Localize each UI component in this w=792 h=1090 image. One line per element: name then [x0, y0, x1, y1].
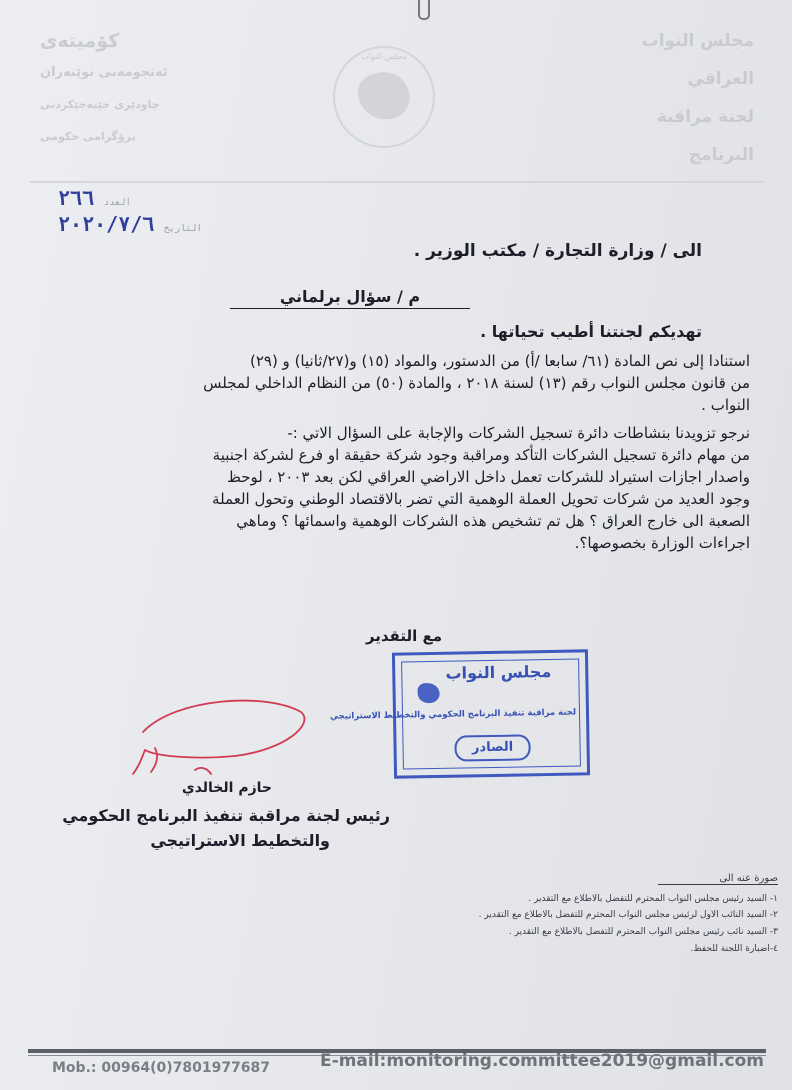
- header-right-line: لجنة مراقبة: [656, 107, 754, 127]
- paragraph-line: الصعبة الى خارج العراق ؟ هل تم تشخيص هذه الشركات الوهمية واسمائها ؟ وماهي: [236, 512, 750, 530]
- paragraph-question: [50, 422, 750, 554]
- header-left-line: کۆمیتەی: [40, 30, 120, 52]
- header-left-line: پرۆگرامی حکومی: [40, 130, 136, 143]
- header-left-block: [40, 25, 240, 153]
- footer-mobile: Mob.: 00964(0)7801977687: [52, 1060, 271, 1076]
- cc-item: ٣- السيد نائب رئيس مجلس النواب المحترم للتفضل بالاطلاع مع التقدير .: [508, 927, 778, 937]
- stamp-title: مجلس النواب: [445, 661, 552, 683]
- signature-scribble-icon: [115, 690, 315, 785]
- header-right-line: العراقي: [687, 69, 754, 89]
- header-right-line: مجلس النواب: [641, 31, 754, 51]
- paragraph-line: وجود العديد من شركات تحويل العملة الوهمية التي تضر بالاقتصاد الوطني وتحول العملة: [212, 490, 750, 508]
- paragraph-line: من قانون مجلس النواب رقم (١٣) لسنة ٢٠١٨ ، والمادة (٥٠) من النظام الداخلي لمجلس: [203, 374, 750, 392]
- paragraph-line: نرجو تزويدنا بنشاطات دائرة تسجيل الشركات والإجابة على السؤال الاتي :-: [287, 424, 750, 442]
- header-left-line: ئەنجومەنی نوێنەران: [40, 65, 168, 80]
- date-label: التاريخ: [163, 224, 202, 234]
- signatory-title-line: والتخطيط الاستراتيجي: [150, 831, 330, 850]
- paragraph-line: من مهام دائرة تسجيل الشركات التأكد ومراقبة وجود شركة حقيقة او فرع لشركة اجنبية: [212, 446, 750, 464]
- document-number: [58, 186, 137, 210]
- cc-item: ٢- السيد النائب الاول لرئيس مجلس النواب المحترم للتفضل بالاطلاع مع التقدير .: [478, 910, 778, 920]
- stamp-emblem-icon: [417, 683, 439, 703]
- signatory-name: حازم الخالدي: [181, 780, 272, 796]
- header-divider: [30, 181, 765, 183]
- signatory-title-line: رئيس لجنة مراقبة تنفيذ البرنامج الحكومي: [62, 806, 390, 825]
- document-date: [58, 212, 208, 236]
- number-value: ٢٦٦: [58, 186, 95, 210]
- cc-item: ١- السيد رئيس مجلس النواب المحترم للتفضل بالاطلاع مع التقدير .: [528, 894, 778, 904]
- stamp-committee-line: لجنة مراقبة تنفيذ البرنامج الحكومي والتخطيط الاستراتيجي: [329, 707, 577, 722]
- greeting-line: تهديكم لجنتنا أطيب تحياتها .: [480, 322, 702, 341]
- cc-heading: صورة عنه الى: [658, 873, 778, 885]
- date-value: ٢٠٢٠/٧/٦: [58, 212, 155, 236]
- emblem-text: مجلس النواب: [361, 52, 407, 61]
- number-label: العدد: [103, 198, 131, 208]
- iraq-map-icon: [354, 66, 415, 125]
- header-right-block: [554, 22, 754, 174]
- paper-clip-icon: [418, 0, 430, 20]
- paragraph-line: واصدار اجازات استيراد للشركات تعمل داخل الاراضي العراقي لكن بعد ٢٠٠٣ ، لوحظ: [227, 468, 750, 486]
- subject-line: م / سؤال برلماني: [230, 287, 470, 309]
- paragraph-line: اجراءات الوزارة بخصوصها؟.: [574, 534, 750, 552]
- stamp-label: الصادر: [454, 734, 530, 761]
- header-left-line: چاودێری جێبەجێکردنی: [40, 98, 160, 111]
- closing-regards: مع التقدير: [365, 627, 442, 645]
- recipient-line: الى / وزارة التجارة / مكتب الوزير .: [413, 241, 702, 261]
- footer-email: E-mail:monitoring.committee2019@gmail.com: [320, 1051, 764, 1071]
- paragraph-line: النواب .: [701, 396, 750, 414]
- paragraph-line: استنادا إلى نص المادة (٦١/ سابعا /أ) من الدستور، والمواد (١٥) و(٢٧/ثانيا) و (٢٩): [249, 352, 750, 370]
- parliament-emblem-icon: [333, 46, 435, 148]
- official-stamp: [329, 649, 590, 778]
- paragraph-legal-basis: [50, 350, 750, 416]
- cc-item: ٤-اضبارة اللجنة للحفظ.: [690, 944, 778, 954]
- header-right-line: البرنامج: [688, 145, 754, 165]
